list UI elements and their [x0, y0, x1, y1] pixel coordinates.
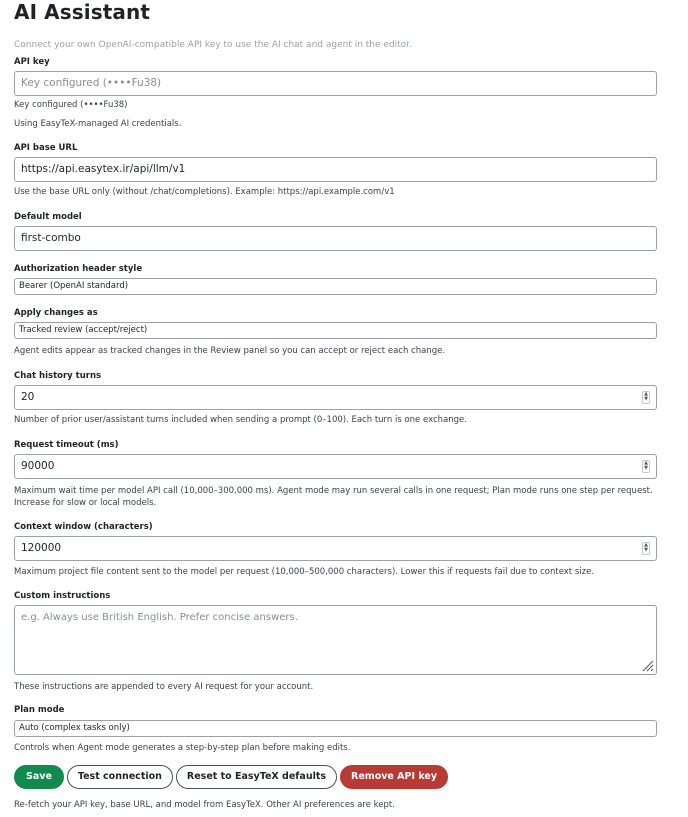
context-window-value: 120000 [21, 542, 62, 554]
managed-credentials-note: Using EasyTeX-managed AI credentials. [14, 119, 182, 129]
chat-history-input[interactable] [14, 385, 657, 410]
remove-api-key-button[interactable]: Remove API key [340, 765, 448, 789]
default-model-label: Default model [14, 212, 82, 222]
api-key-status: Key configured (••••Fu38) [14, 100, 128, 110]
auth-header-value: Bearer (OpenAI standard) [19, 281, 129, 291]
plan-mode-help: Controls when Agent mode generates a step-by-step plan before making edits. [14, 743, 351, 753]
auth-header-select[interactable] [14, 278, 657, 295]
plan-mode-value: Auto (complex tasks only) [19, 723, 130, 733]
page-subtitle: Connect your own OpenAI-compatible API key to use the AI chat and agent in the editor. [14, 40, 412, 50]
api-key-input[interactable] [14, 71, 657, 96]
footer-note: Re-fetch your API key, base URL, and model from EasyTeX. Other AI preferences are kept. [14, 800, 395, 810]
request-timeout-help-2: Increase for slow or local models. [14, 498, 157, 508]
apply-changes-label: Apply changes as [14, 308, 98, 318]
auth-header-label: Authorization header style [14, 264, 143, 274]
chat-history-label: Chat history turns [14, 371, 102, 381]
default-model-value: first-combo [21, 232, 81, 244]
save-button[interactable]: Save [14, 765, 64, 789]
context-window-stepper[interactable]: ▲ ▼ [642, 542, 650, 555]
request-timeout-value: 90000 [21, 460, 55, 472]
apply-changes-help: Agent edits appear as tracked changes in the Review panel so you can accept or reject each change. [14, 346, 446, 356]
api-key-placeholder: Key configured (••••Fu38) [21, 77, 162, 89]
resize-grip-icon[interactable] [640, 658, 654, 672]
plan-mode-select[interactable] [14, 720, 657, 737]
base-url-label: API base URL [14, 143, 78, 153]
base-url-value: https://api.easytex.ir/api/llm/v1 [21, 163, 186, 175]
base-url-input[interactable] [14, 157, 657, 182]
context-window-help: Maximum project file content sent to the model per request (10,000–500,000 characters). Lower this if requests fail due to context size. [14, 567, 595, 577]
apply-changes-select[interactable] [14, 322, 657, 339]
test-connection-button[interactable]: Test connection [67, 765, 173, 789]
action-bar [14, 765, 451, 789]
page-title: AI Assistant [14, 0, 150, 24]
custom-instructions-placeholder: e.g. Always use British English. Prefer concise answers. [21, 612, 298, 623]
reset-defaults-button[interactable]: Reset to EasyTeX defaults [176, 765, 337, 789]
request-timeout-label: Request timeout (ms) [14, 440, 119, 450]
chat-history-value: 20 [21, 391, 35, 403]
base-url-help: Use the base URL only (without /chat/completions). Example: https://api.example.com/v1 [14, 187, 395, 197]
context-window-label: Context window (characters) [14, 522, 153, 532]
custom-instructions-label: Custom instructions [14, 591, 111, 601]
context-window-input[interactable] [14, 536, 657, 561]
plan-mode-label: Plan mode [14, 705, 65, 715]
request-timeout-help: Maximum wait time per model API call (10,000–300,000 ms). Agent mode may run several calls in one request; Plan mode runs one step per request. [14, 486, 653, 496]
api-key-label: API key [14, 57, 50, 67]
default-model-input[interactable] [14, 226, 657, 251]
request-timeout-input[interactable] [14, 454, 657, 479]
custom-instructions-textarea[interactable] [14, 605, 657, 675]
chat-history-help: Number of prior user/assistant turns included when sending a prompt (0–100). Each turn is one exchange. [14, 415, 467, 425]
custom-instructions-help: These instructions are appended to every AI request for your account. [14, 682, 314, 692]
chat-history-stepper[interactable]: ▲ ▼ [642, 391, 650, 404]
request-timeout-stepper[interactable]: ▲ ▼ [642, 460, 650, 473]
apply-changes-value: Tracked review (accept/reject) [19, 325, 148, 335]
